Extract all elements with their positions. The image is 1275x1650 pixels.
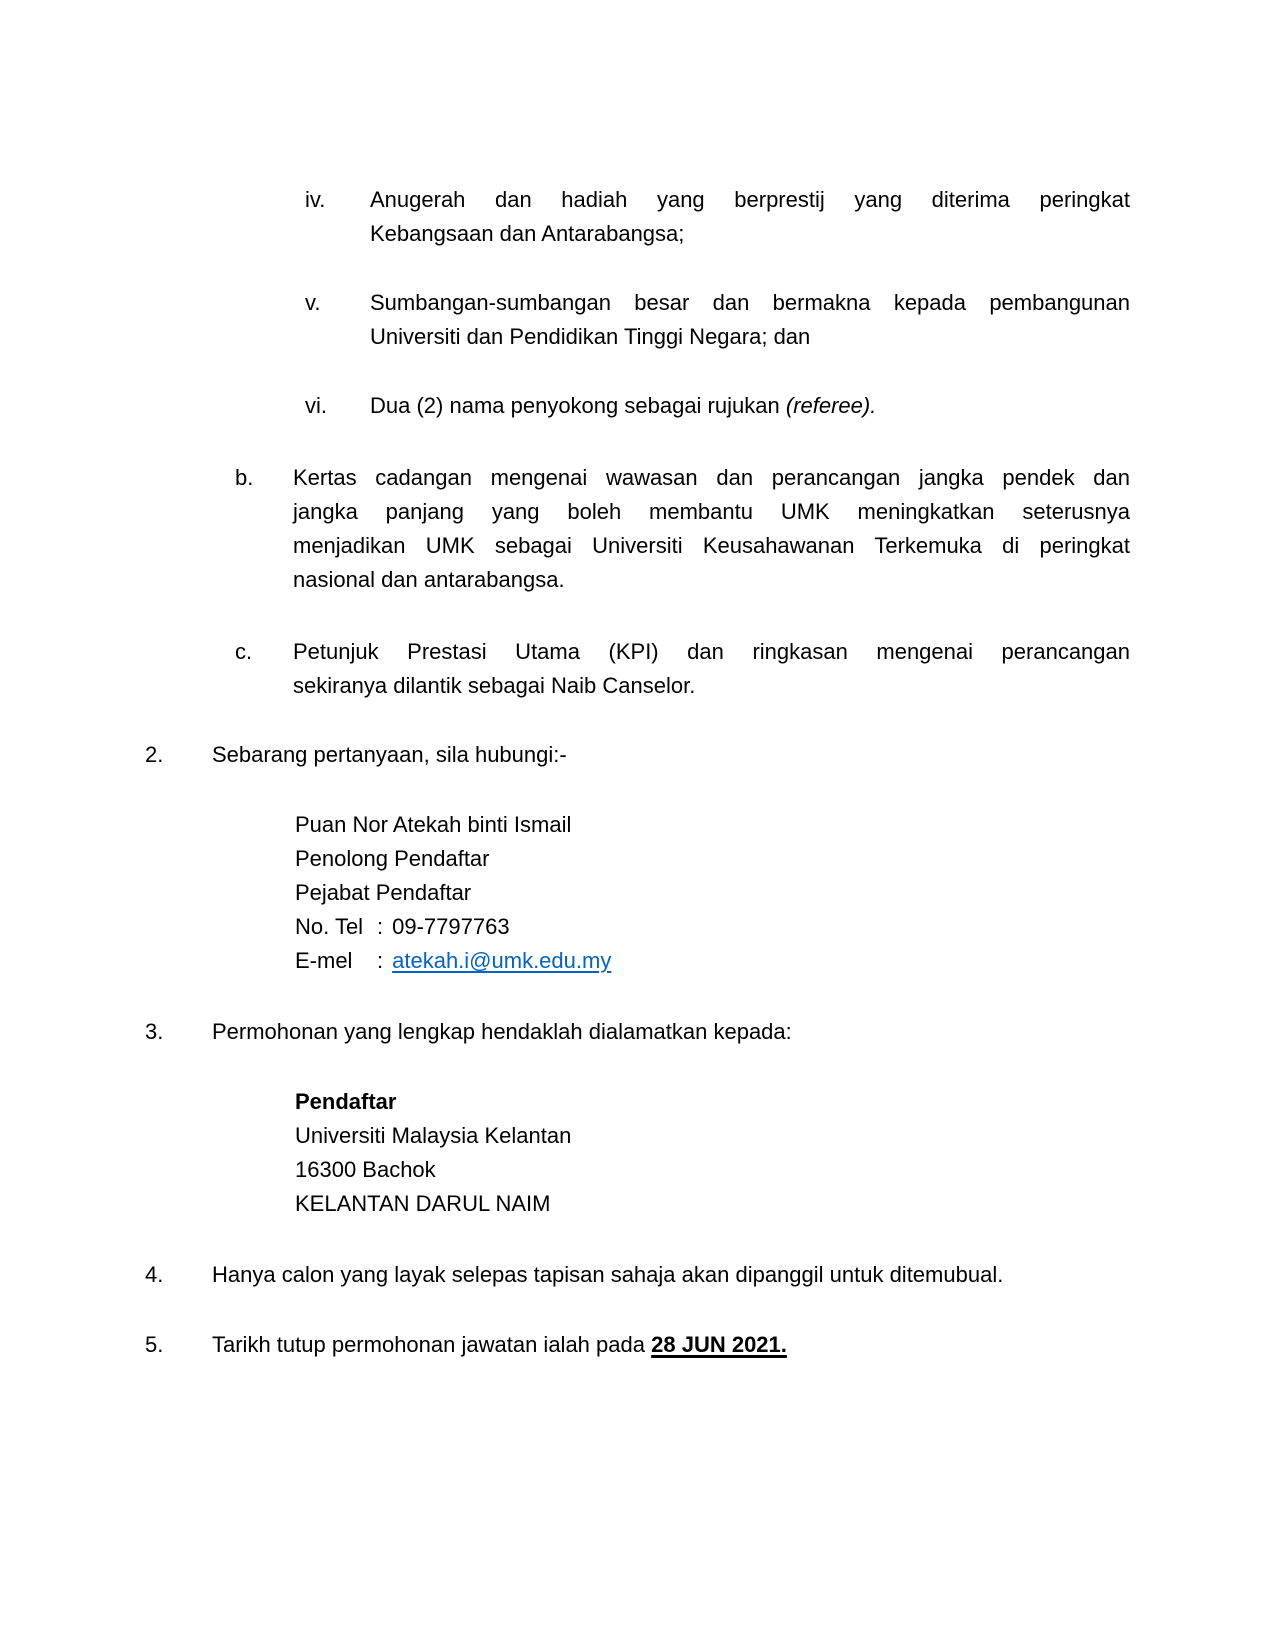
list-item-b [0,461,1275,597]
contact-position: Penolong Pendaftar [295,846,490,871]
deadline-date: 28 JUN 2021. [651,1332,787,1357]
text-line: jangka panjang yang boleh membantu UMK meningkatkan seterusnya [293,499,1130,524]
text-line [370,389,1130,423]
list-marker-4: 4. [145,1262,164,1287]
list-marker-b: b. [235,465,254,490]
list-marker-vi: vi. [305,393,327,418]
address-postcode-city: 16300 Bachok [295,1157,436,1182]
address-state: KELANTAN DARUL NAIM [295,1191,551,1216]
contact-email-row [295,944,1275,978]
list-text-vi [370,389,1130,423]
referee-sentence: Dua (2) nama penyokong sebagai rujukan [370,393,780,418]
list-item-vi [0,389,1275,423]
list-marker-c: c. [235,639,253,664]
referee-note: (referee). [785,393,877,418]
email-separator: : [377,948,384,973]
contact-block [295,808,1275,978]
list-text-c [293,635,1130,703]
address-block [295,1085,1275,1221]
list-marker-v: v. [305,290,321,315]
text-line: Sumbangan-sumbangan besar dan bermakna kepada pembangunan [370,290,1130,315]
list-text-b [293,461,1130,597]
list-item-iv [0,183,1275,251]
text-line: Petunjuk Prestasi Utama (KPI) dan ringkasan mengenai perancangan [293,639,1130,664]
list-item-4 [0,1258,1275,1292]
text-line: menjadikan UMK sebagai Universiti Keusahawanan Terkemuka di peringkat [293,533,1130,558]
address-university: Universiti Malaysia Kelantan [295,1123,572,1148]
text-line: sekiranya dilantik sebagai Naib Canselor. [293,673,696,698]
phone-label: No. Tel [295,914,364,939]
phone-separator: : [377,914,384,939]
list-item-3 [0,1015,1275,1049]
list-marker-2: 2. [145,742,164,767]
contact-office: Pejabat Pendaftar [295,880,472,905]
list-text-v [370,286,1130,354]
email-label: E-mel [295,948,353,973]
list-item-2 [0,738,1275,772]
email-link[interactable]: atekah.i@umk.edu.my [392,948,612,973]
contact-phone-row [295,910,1275,944]
list-text-4: Hanya calon yang layak selepas tapisan sahaja akan dipanggil untuk ditemubual. [212,1262,1004,1287]
deadline-sentence: Tarikh tutup permohonan jawatan ialah pada [212,1332,645,1357]
list-item-5 [0,1328,1275,1362]
text-line: nasional dan antarabangsa. [293,567,565,592]
text-line: Universiti dan Pendidikan Tinggi Negara; dan [370,324,811,349]
list-text-5 [212,1328,1130,1362]
list-marker-iv: iv. [305,187,326,212]
list-text-2: Sebarang pertanyaan, sila hubungi:- [212,742,567,767]
phone-number: 09-7797763 [392,914,510,939]
list-text-3: Permohonan yang lengkap hendaklah dialamatkan kepada: [212,1019,792,1044]
text-line: Anugerah dan hadiah yang berprestij yang diterima peringkat [370,187,1130,212]
contact-name: Puan Nor Atekah binti Ismail [295,812,572,837]
text-line: Kertas cadangan mengenai wawasan dan perancangan jangka pendek dan [293,465,1130,490]
list-text-iv [370,183,1130,251]
list-marker-3: 3. [145,1019,164,1044]
address-recipient: Pendaftar [295,1089,397,1114]
list-marker-5: 5. [145,1332,164,1357]
list-item-v [0,286,1275,354]
text-line: Kebangsaan dan Antarabangsa; [370,221,685,246]
list-item-c [0,635,1275,703]
